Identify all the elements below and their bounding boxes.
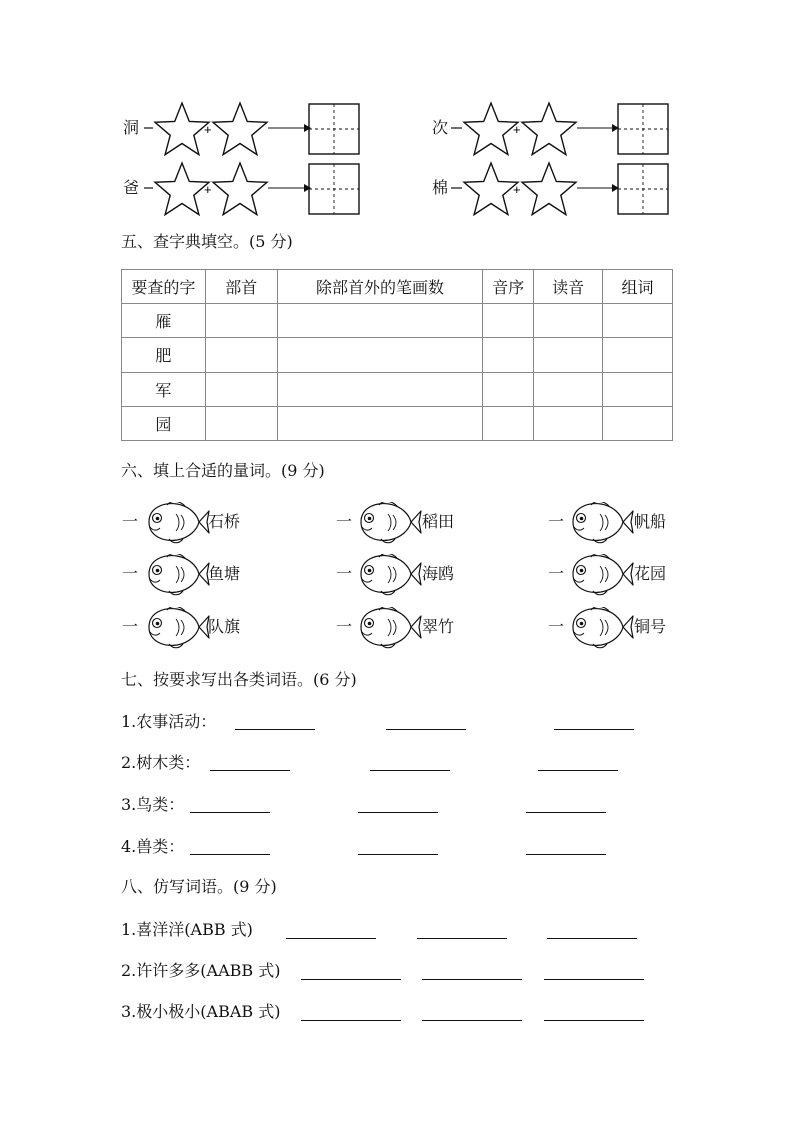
lookup-char: 肥	[122, 338, 206, 372]
answer-blank[interactable]	[190, 812, 270, 813]
star-icon	[522, 103, 576, 155]
answer-blank[interactable]	[526, 812, 606, 813]
noun-label: 翠竹	[422, 617, 455, 636]
noun-label: 鱼塘	[208, 564, 241, 583]
answer-blank[interactable]	[235, 729, 315, 730]
svg-text:+: +	[513, 122, 521, 137]
answer-cell[interactable]	[483, 338, 534, 372]
answer-cell[interactable]	[483, 304, 534, 338]
star-icon	[155, 163, 209, 215]
lookup-char: 雁	[122, 304, 206, 338]
noun-label: 铜号	[634, 617, 667, 636]
answer-cell[interactable]	[277, 338, 483, 372]
compose-diagram	[0, 0, 794, 230]
lookup-char: 军	[122, 372, 206, 406]
answer-cell[interactable]	[603, 406, 673, 440]
pattern-label: 3.极小极小(ABAB 式)	[121, 1002, 281, 1021]
answer-blank[interactable]	[538, 770, 618, 771]
compose-char: 次	[432, 118, 449, 137]
answer-blank[interactable]	[358, 854, 438, 855]
section-title: 七、按要求写出各类词语。(6 分)	[121, 670, 357, 689]
writing-grid[interactable]	[618, 164, 668, 214]
prefix-one: 一	[336, 617, 353, 636]
answer-cell[interactable]	[534, 406, 603, 440]
prefix-one: 一	[336, 512, 353, 531]
answer-blank[interactable]	[544, 1020, 644, 1021]
star-icon	[213, 103, 267, 155]
answer-blank[interactable]	[301, 1020, 401, 1021]
prefix-one: 一	[548, 617, 565, 636]
answer-cell[interactable]	[603, 372, 673, 406]
answer-cell[interactable]	[603, 338, 673, 372]
svg-text:+: +	[204, 182, 212, 197]
compose-row-right-2	[451, 163, 668, 215]
category-label: 4.兽类：	[121, 837, 185, 856]
fish-icon[interactable]	[355, 502, 425, 544]
answer-cell[interactable]	[277, 372, 483, 406]
dictionary-table	[121, 269, 673, 441]
column-header: 组词	[603, 270, 673, 304]
column-header: 要查的字	[122, 270, 206, 304]
answer-blank[interactable]	[190, 854, 270, 855]
answer-blank[interactable]	[370, 770, 450, 771]
answer-cell[interactable]	[277, 406, 483, 440]
section-title: 六、填上合适的量词。(9 分)	[121, 461, 325, 480]
compose-char: 爸	[123, 178, 140, 197]
answer-cell[interactable]	[534, 338, 603, 372]
star-icon	[464, 103, 518, 155]
answer-blank[interactable]	[386, 729, 466, 730]
answer-cell[interactable]	[483, 372, 534, 406]
compose-row-left-2	[144, 163, 359, 215]
fish-icon[interactable]	[355, 554, 425, 596]
compose-row-left-1	[144, 103, 359, 155]
answer-cell[interactable]	[205, 304, 277, 338]
category-label: 2.树木类：	[121, 753, 201, 772]
compose-char: 洞	[123, 118, 140, 137]
category-label: 3.鸟类：	[121, 795, 185, 814]
column-header: 部首	[205, 270, 277, 304]
prefix-one: 一	[122, 564, 139, 583]
answer-blank[interactable]	[210, 770, 290, 771]
answer-cell[interactable]	[534, 304, 603, 338]
fish-icon[interactable]	[567, 502, 637, 544]
answer-blank[interactable]	[554, 729, 634, 730]
star-icon	[464, 163, 518, 215]
answer-blank[interactable]	[422, 1020, 522, 1021]
prefix-one: 一	[122, 617, 139, 636]
fish-icon[interactable]	[143, 502, 213, 544]
answer-blank[interactable]	[417, 938, 507, 939]
noun-label: 帆船	[634, 512, 667, 531]
writing-grid[interactable]	[309, 164, 359, 214]
noun-label: 石桥	[208, 512, 241, 531]
answer-blank[interactable]	[544, 979, 644, 980]
answer-blank[interactable]	[547, 938, 637, 939]
section-title: 五、查字典填空。(5 分)	[121, 232, 293, 251]
prefix-one: 一	[336, 564, 353, 583]
fish-icon[interactable]	[143, 554, 213, 596]
noun-label: 海鸥	[422, 564, 455, 583]
column-header: 除部首外的笔画数	[277, 270, 483, 304]
svg-text:+: +	[513, 182, 521, 197]
answer-cell[interactable]	[277, 304, 483, 338]
answer-blank[interactable]	[422, 979, 522, 980]
table-header-row	[122, 270, 673, 304]
noun-label: 队旗	[208, 617, 241, 636]
fish-icon[interactable]	[355, 607, 425, 649]
pattern-label: 1.喜洋洋(ABB 式)	[121, 920, 253, 939]
table-row	[122, 304, 673, 338]
writing-grid[interactable]	[309, 104, 359, 154]
answer-blank[interactable]	[358, 812, 438, 813]
answer-cell[interactable]	[205, 406, 277, 440]
compose-row-right-1	[451, 103, 668, 155]
fish-icon[interactable]	[143, 607, 213, 649]
answer-cell[interactable]	[205, 372, 277, 406]
prefix-one: 一	[548, 564, 565, 583]
answer-blank[interactable]	[286, 938, 376, 939]
pattern-label: 2.许许多多(AABB 式)	[121, 961, 281, 980]
table-row	[122, 372, 673, 406]
answer-cell[interactable]	[205, 338, 277, 372]
noun-label: 稻田	[422, 512, 455, 531]
answer-cell[interactable]	[603, 304, 673, 338]
fish-icon[interactable]	[567, 607, 637, 649]
arrow-icon	[304, 184, 311, 192]
star-icon	[155, 103, 209, 155]
table-row	[122, 406, 673, 440]
answer-blank[interactable]	[526, 854, 606, 855]
star-icon	[213, 163, 267, 215]
column-header: 读音	[534, 270, 603, 304]
compose-char: 棉	[432, 178, 449, 197]
writing-grid[interactable]	[618, 104, 668, 154]
fish-icon[interactable]	[567, 554, 637, 596]
column-header: 音序	[483, 270, 534, 304]
category-label: 1.农事活动：	[121, 712, 217, 731]
section-title: 八、仿写词语。(9 分)	[121, 877, 277, 896]
star-icon	[522, 163, 576, 215]
lookup-char: 园	[122, 406, 206, 440]
answer-cell[interactable]	[534, 372, 603, 406]
prefix-one: 一	[548, 512, 565, 531]
prefix-one: 一	[122, 512, 139, 531]
svg-text:+: +	[204, 122, 212, 137]
noun-label: 花园	[634, 564, 667, 583]
answer-cell[interactable]	[483, 406, 534, 440]
table-row	[122, 338, 673, 372]
answer-blank[interactable]	[301, 979, 401, 980]
arrow-icon	[304, 124, 311, 132]
